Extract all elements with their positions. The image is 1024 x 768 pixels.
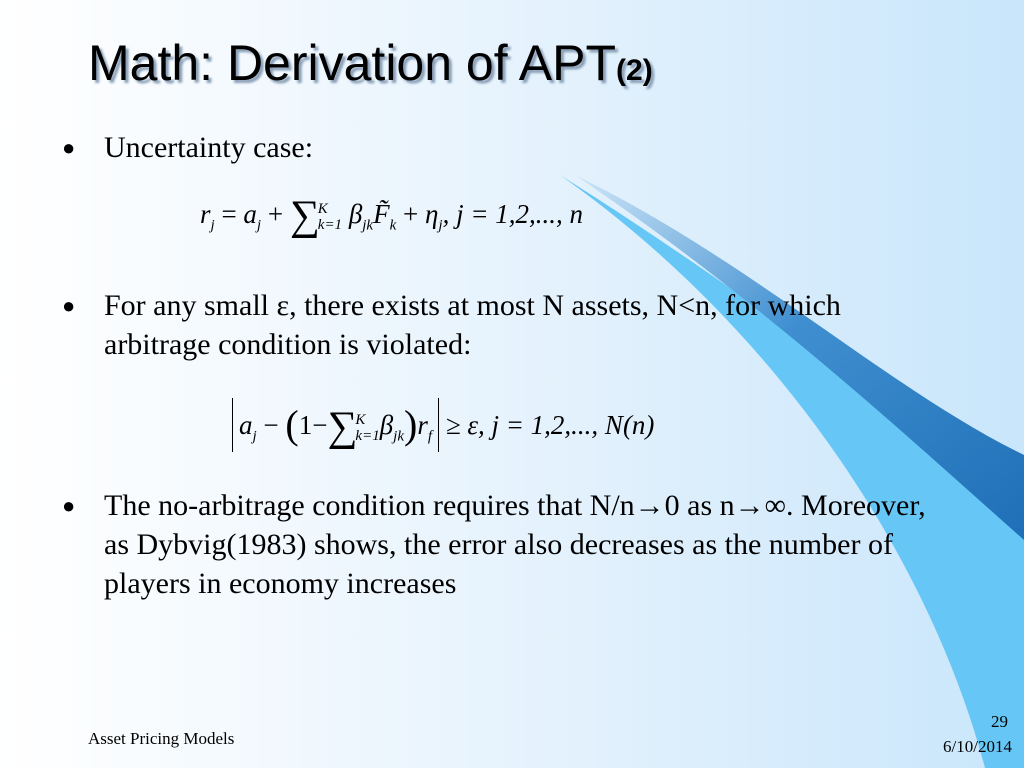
bullet-dot: ● <box>62 293 76 318</box>
bullet-uncertainty <box>62 128 932 167</box>
bullet-dot: ● <box>62 493 76 518</box>
bullet-text: Uncertainty case: <box>104 131 314 164</box>
bullet-small-epsilon <box>62 286 932 364</box>
footer-date: 6/10/2014 <box>943 737 1012 756</box>
footer-title: Asset Pricing Models <box>88 729 235 748</box>
title-suffix: (2) <box>616 54 653 87</box>
sum-symbol: ∑ <box>327 404 358 450</box>
bullet-dot: ● <box>62 135 76 160</box>
equation-return-model: $r_j = a_j + \sum K$ k=1 $\beta_{jk}F̃_k + \eta_j$, j = 1,2,..., n <box>200 193 584 239</box>
sum-symbol: ∑ <box>289 193 320 239</box>
page-number: 29 <box>991 712 1008 731</box>
bullet-no-arbitrage <box>62 486 932 603</box>
bullet-text: The no-arbitrage condition requires that N/n→0 as n→∞. Moreover, as Dybvig(1983) shows, the error also decreases as the number of players in economy increases <box>104 489 926 600</box>
equation-arbitrage-condition: $a_j - (1-\sum K$ $k=1\beta_{jk})r_f \ge \varepsilon$, j = 1,2,..., N(n) <box>232 398 654 452</box>
slide-title <box>88 34 653 92</box>
bullet-text: For any small ε, there exists at most N assets, N<n, for which arbitrage condition is violated: <box>104 289 841 361</box>
title-main: Math: Derivation of APT <box>88 35 617 91</box>
